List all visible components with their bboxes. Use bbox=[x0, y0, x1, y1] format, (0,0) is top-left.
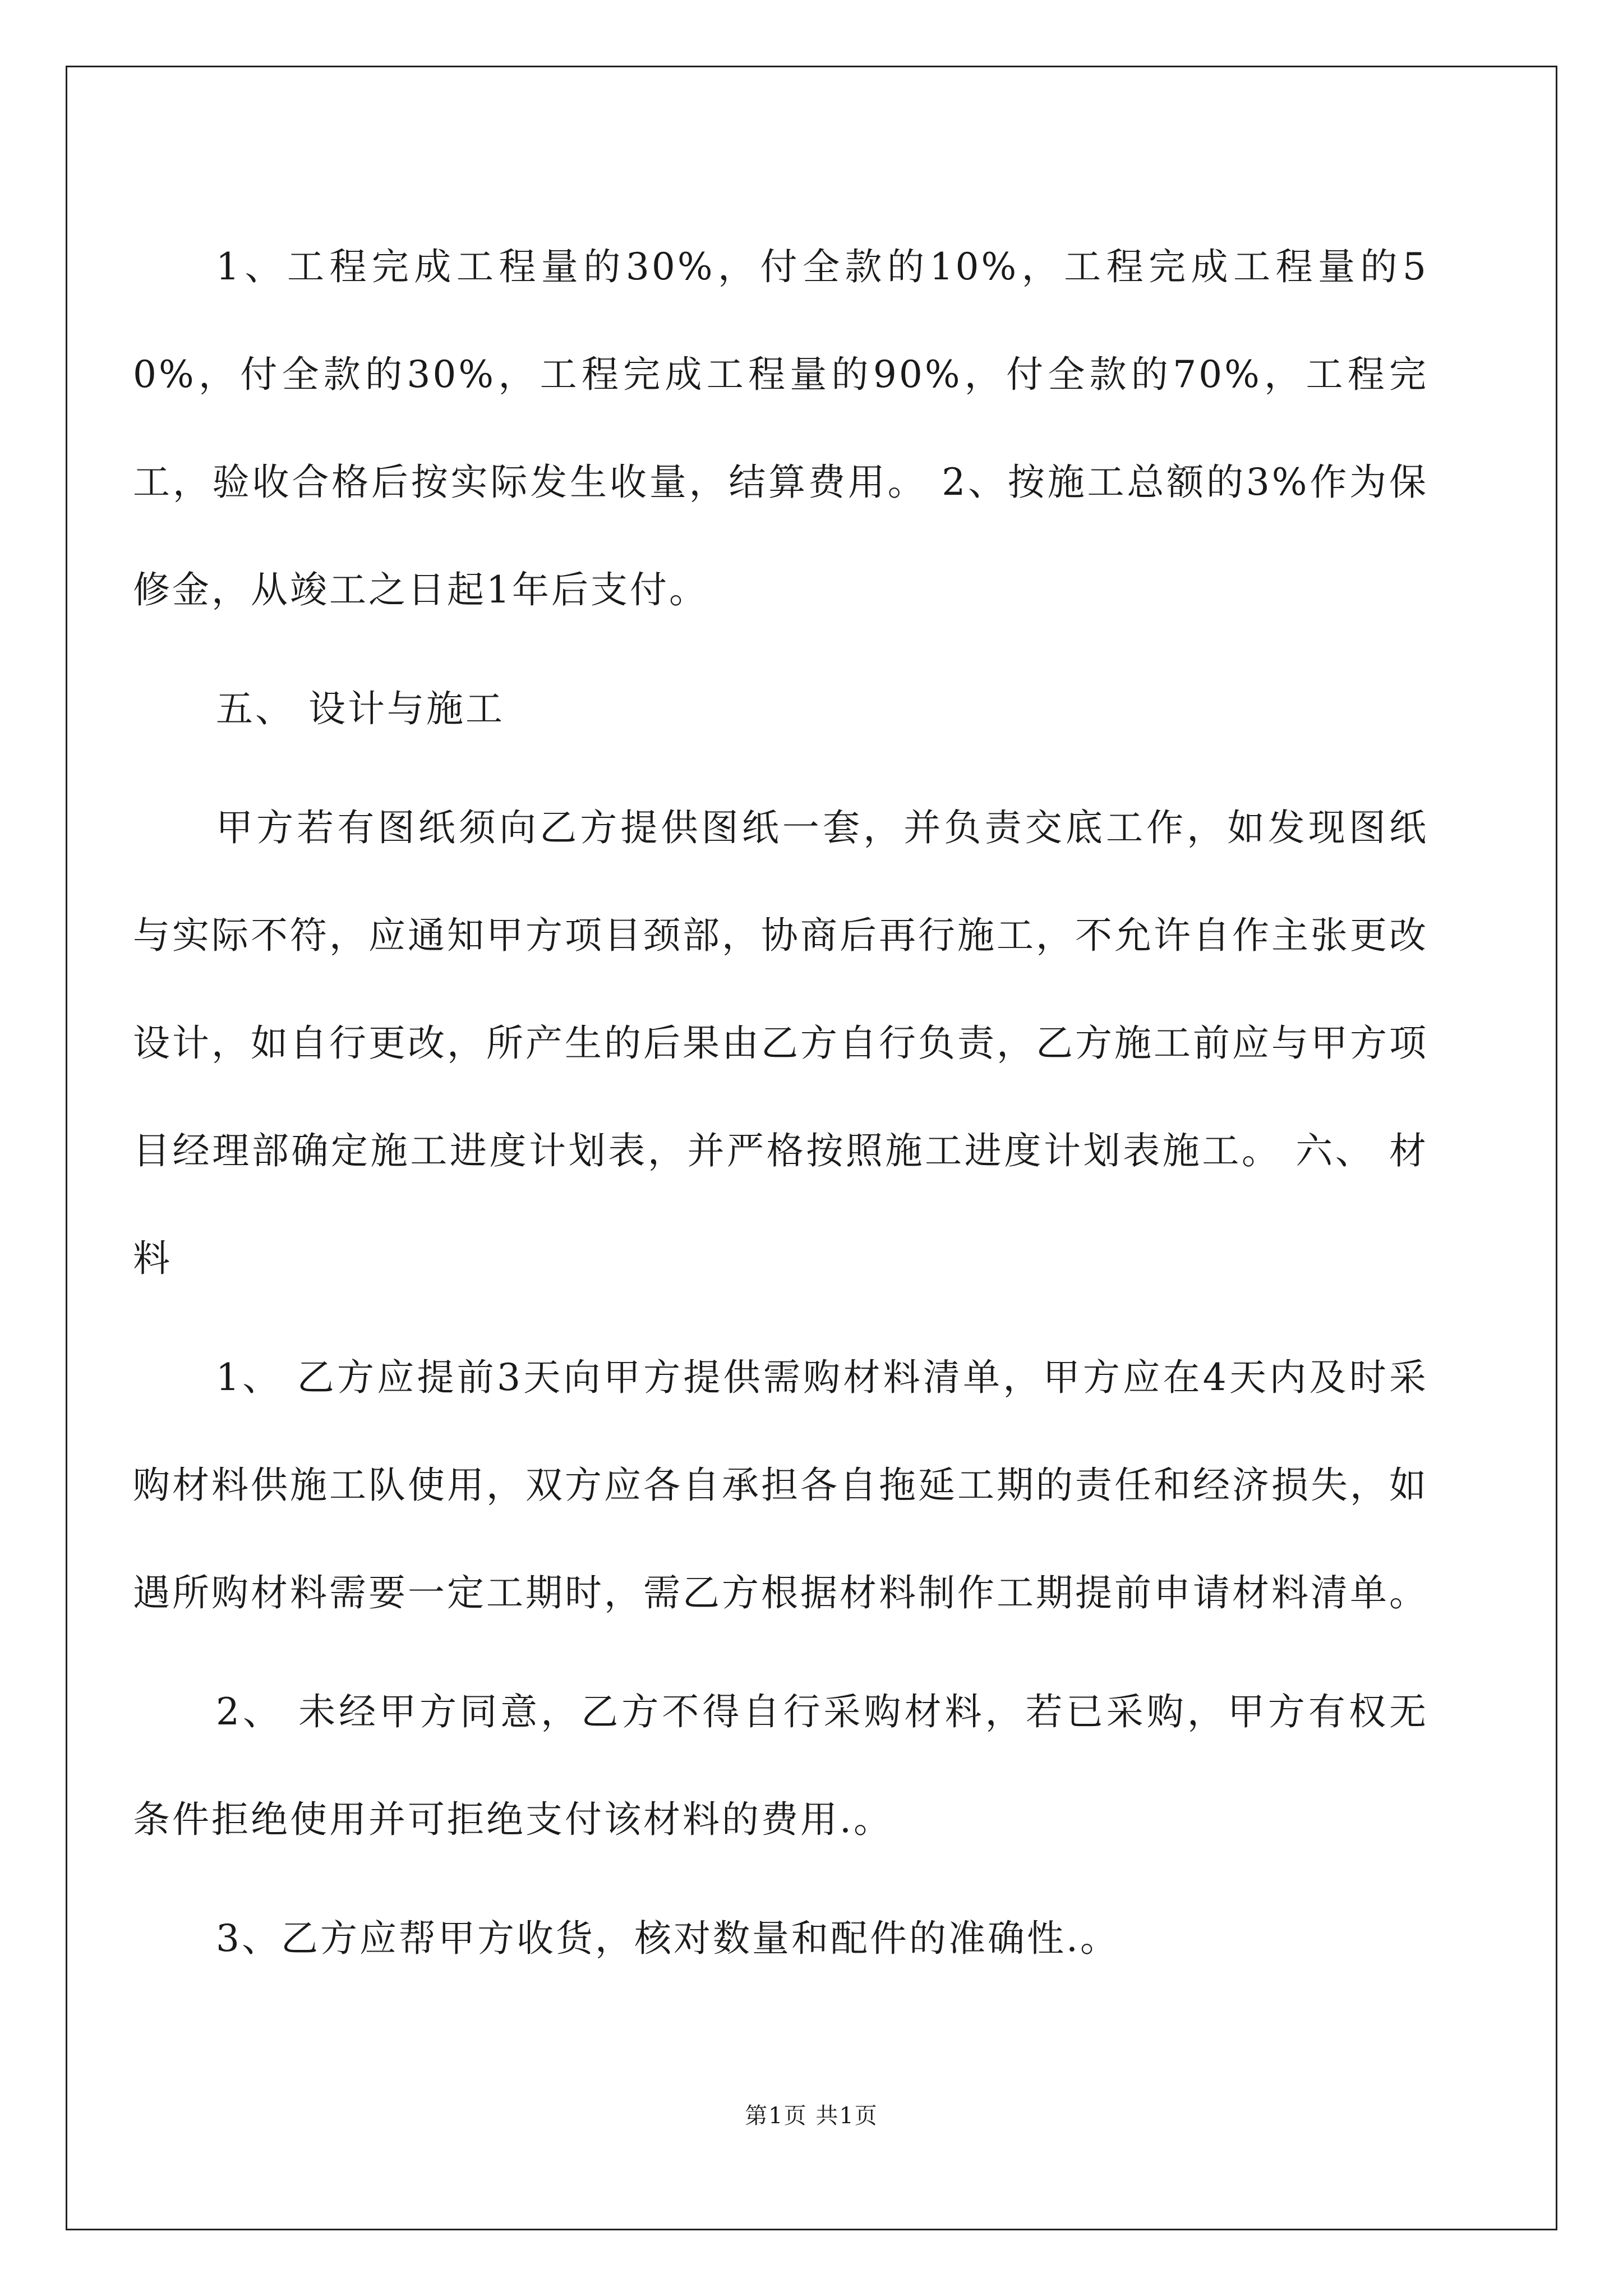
section-heading-design-construction: 五、 设计与施工 bbox=[216, 687, 505, 730]
paragraph-materials-3: 3、乙方应帮甲方收货，核对数量和配件的准确性.。 bbox=[216, 1917, 1119, 1960]
document-body bbox=[133, 213, 1428, 2004]
paragraph-materials-2: 2、 未经甲方同意，乙方不得自行采购材料，若已采购，甲方有权无条件拒绝使用并可拒绝支付该材料的费用.。 bbox=[133, 1690, 1428, 1841]
paragraph-materials-1: 1、 乙方应提前3天向甲方提供需购材料清单，甲方应在4天内及时采购材料供施工队使用，双方应各自承担各自拖延工期的责任和经济损失，如遇所购材料需要一定工期时，需乙方根据材料制作工期提前申请材料清单。 bbox=[133, 1356, 1428, 1614]
page-footer: 第1页 共1页 bbox=[745, 2103, 878, 2129]
paragraph-payment-terms: 1、工程完成工程量的30%，付全款的10%，工程完成工程量的50%，付全款的30%，工程完成工程量的90%，付全款的70%，工程完工，验收合格后按实际发生收量，结算费用。 2、按施工总额的3%作为保修金，从竣工之日起1年后支付。 bbox=[133, 245, 1428, 611]
paragraph-design-construction: 甲方若有图纸须向乙方提供图纸一套，并负责交底工作，如发现图纸与实际不符，应通知甲方项目颈部，协商后再行施工，不允许自作主张更改设计，如自行更改，所产生的后果由乙方自行负责，乙方施工前应与甲方项目经理部确定施工进度计划表，并严格按照施工进度计划表施工。 六、 材料 bbox=[133, 806, 1428, 1280]
